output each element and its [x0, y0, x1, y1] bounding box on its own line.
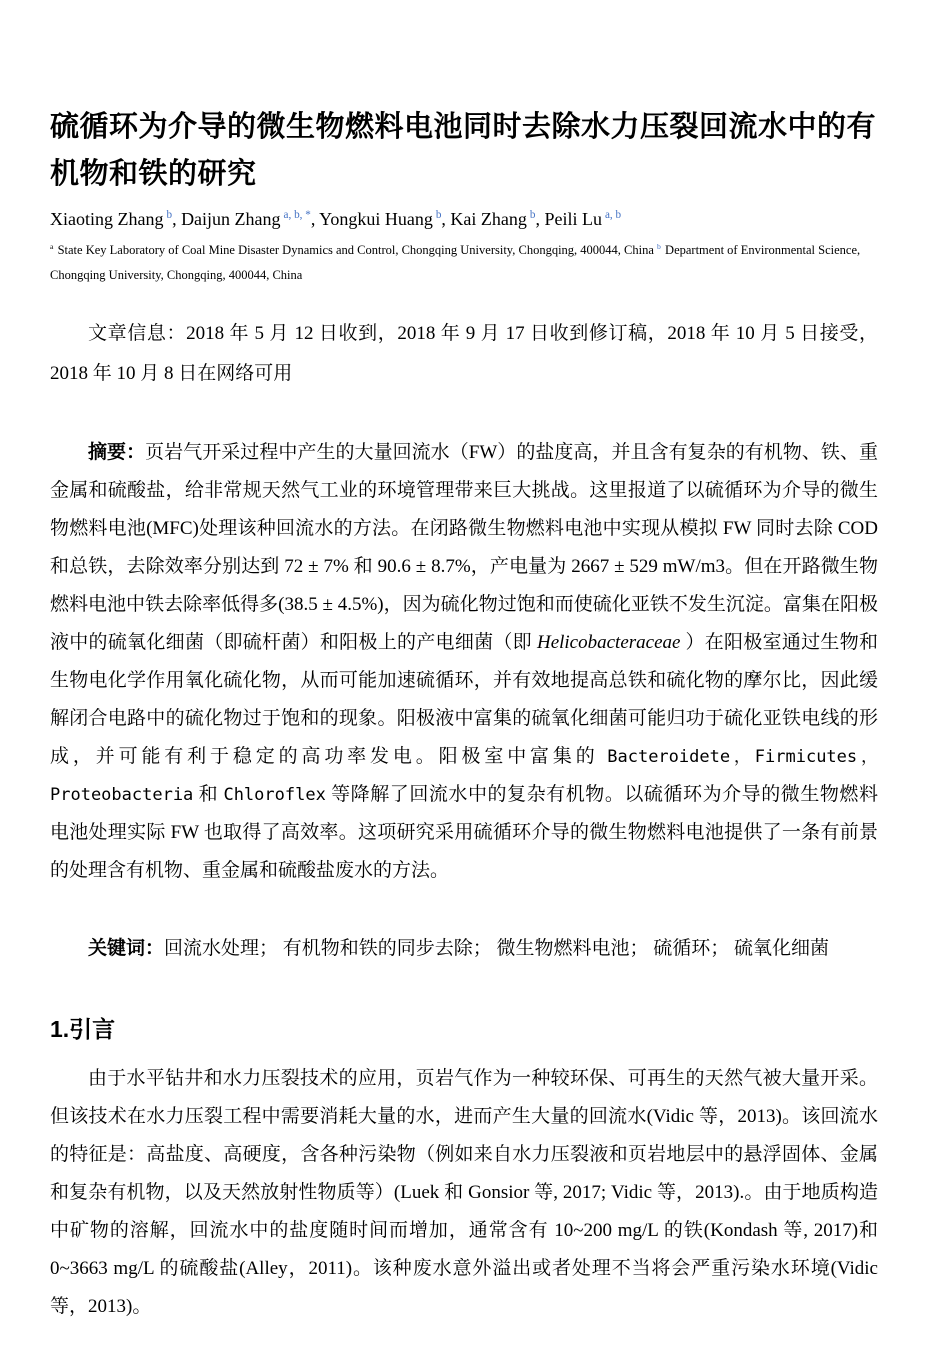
author-separator: , — [441, 209, 451, 229]
affiliation-marker-a: a — [50, 241, 54, 251]
introduction-paragraph: 由于水平钻井和水力压裂技术的应用，页岩气作为一种较环保、可再生的天然气被大量开采。但该技术在水力压裂工程中需要消耗大量的水，进而产生大量的回流水(Vidic 等，2013)。该回流水的特征是：高盐度、高硬度，含各种污染物（例如来自水力压裂液和页岩地层中的悬浮固体、金属和复杂有机物，以及天然放射性物质等）(Luek 和 Gonsior 等, 2017; Vidic 等，2013).。由于地质构造中矿物的溶解，回流水中的盐度随时间而增加，通常含有 10~200 mg/L 的铁(Kondash 等, 2017)和0~3663 mg/L 的硫酸盐(Alley，2011)。该种废水意外溢出或者处理不当将会严重污染水环境(Vidic 等，2013)。 — [50, 1068, 878, 1317]
affiliation-block — [50, 238, 878, 288]
keywords-line — [50, 930, 878, 968]
article-info-text: 2018 年 5 月 12 日收到，2018 年 9 月 17 日收到修订稿，2018 年 10 月 5 日接受，2018 年 10 月 8 日在网络可用 — [50, 323, 878, 384]
abstract-text-segment-1: 页岩气开采过程中产生的大量回流水（FW）的盐度高，并且含有复杂的有机物、铁、重金属和硫酸盐，给非常规天然气工业的环境管理带来巨大挑战。这里报道了以硫循环为介导的微生物燃料电池(MFC)处理该种回流水的方法。在闭路微生物燃料电池中实现从模拟 FW 同时去除 COD 和总铁，去除效率分别达到 72 ± 7% 和 90.6 ± 8.7%，产电量为 2667 ± 529 mW/m3。但在开路微生物燃料电池中铁去除率低得多(38.5 ± 4.5%)，因为硫化物过饱和而使硫化亚铁不发生沉淀。富集在阳极液中的硫氧化细菌（即硫杆菌）和阳极上的产电细菌（即 — [50, 442, 878, 653]
abstract-text-segment-3: 和 — [193, 784, 224, 805]
author-name-4: Kai Zhang — [450, 209, 527, 229]
abstract-phyla-mono-2: Chloroflex — [223, 785, 326, 805]
paper-title: 硫循环为介导的微生物燃料电池同时去除水力压裂回流水中的有机物和铁的研究 — [50, 111, 877, 190]
abstract-text-segment-2: ）在阳极室通过生物和生物电化学作用氧化硫化物，从而可能加速硫循环，并有效地提高总铁和硫化物的摩尔比，因此缓解闭合电路中的硫化物过于饱和的现象。阳极液中富集的硫氧化细菌可能归功于硫化亚铁电线的形成，并可能有利于稳定的高功率发电。阳极室中富集的 — [50, 632, 878, 767]
author-superscript-5: a, b — [604, 209, 622, 221]
abstract-phyla-mono-1: Bacteroidete，Firmicutes，Proteobacteria — [50, 747, 878, 805]
author-name-1: Xiaoting Zhang — [50, 209, 164, 229]
article-info-label: 文章信息： — [88, 323, 187, 344]
affiliation-text-a: State Key Laboratory of Coal Mine Disaster Dynamics and Control, Chongqing University, Chongqing, 400044, China — [54, 243, 658, 257]
affiliation-text-b: Department of Environmental Science, Chongqing University, Chongqing, 400044, China — [50, 243, 861, 282]
author-line — [50, 208, 878, 231]
abstract-label: 摘要： — [88, 442, 146, 463]
abstract-paragraph — [50, 434, 878, 890]
article-info-paragraph — [50, 314, 878, 394]
author-name-2: Daijun Zhang — [181, 209, 281, 229]
author-separator: , — [310, 209, 320, 229]
keywords-label: 关键词： — [88, 938, 165, 959]
author-superscript-1: b — [166, 209, 173, 221]
section-heading-introduction: 1.引言 — [50, 1016, 116, 1042]
author-superscript-4: b — [529, 209, 536, 221]
author-name-3: Yongkui Huang — [319, 209, 433, 229]
author-superscript-2: a, b, * — [283, 209, 311, 221]
keywords-text: 回流水处理； 有机物和铁的同步去除； 微生物燃料电池； 硫循环； 硫氧化细菌 — [164, 938, 830, 959]
abstract-text-segment-4: 等降解了回流水中的复杂有机物。以硫循环为介导的微生物燃料电池处理实际 FW 也取得了高效率。这项研究采用硫循环介导的微生物燃料电池提供了一条有前景的处理含有机物、重金属和硫酸盐废水的方法。 — [50, 784, 878, 881]
affiliation-marker-b: b — [657, 241, 661, 251]
author-separator: , — [535, 209, 545, 229]
author-superscript-3: b — [435, 209, 442, 221]
abstract-taxon-italic: Helicobacteraceae — [536, 632, 681, 653]
author-separator: , — [172, 209, 182, 229]
author-name-5: Peili Lu — [544, 209, 602, 229]
